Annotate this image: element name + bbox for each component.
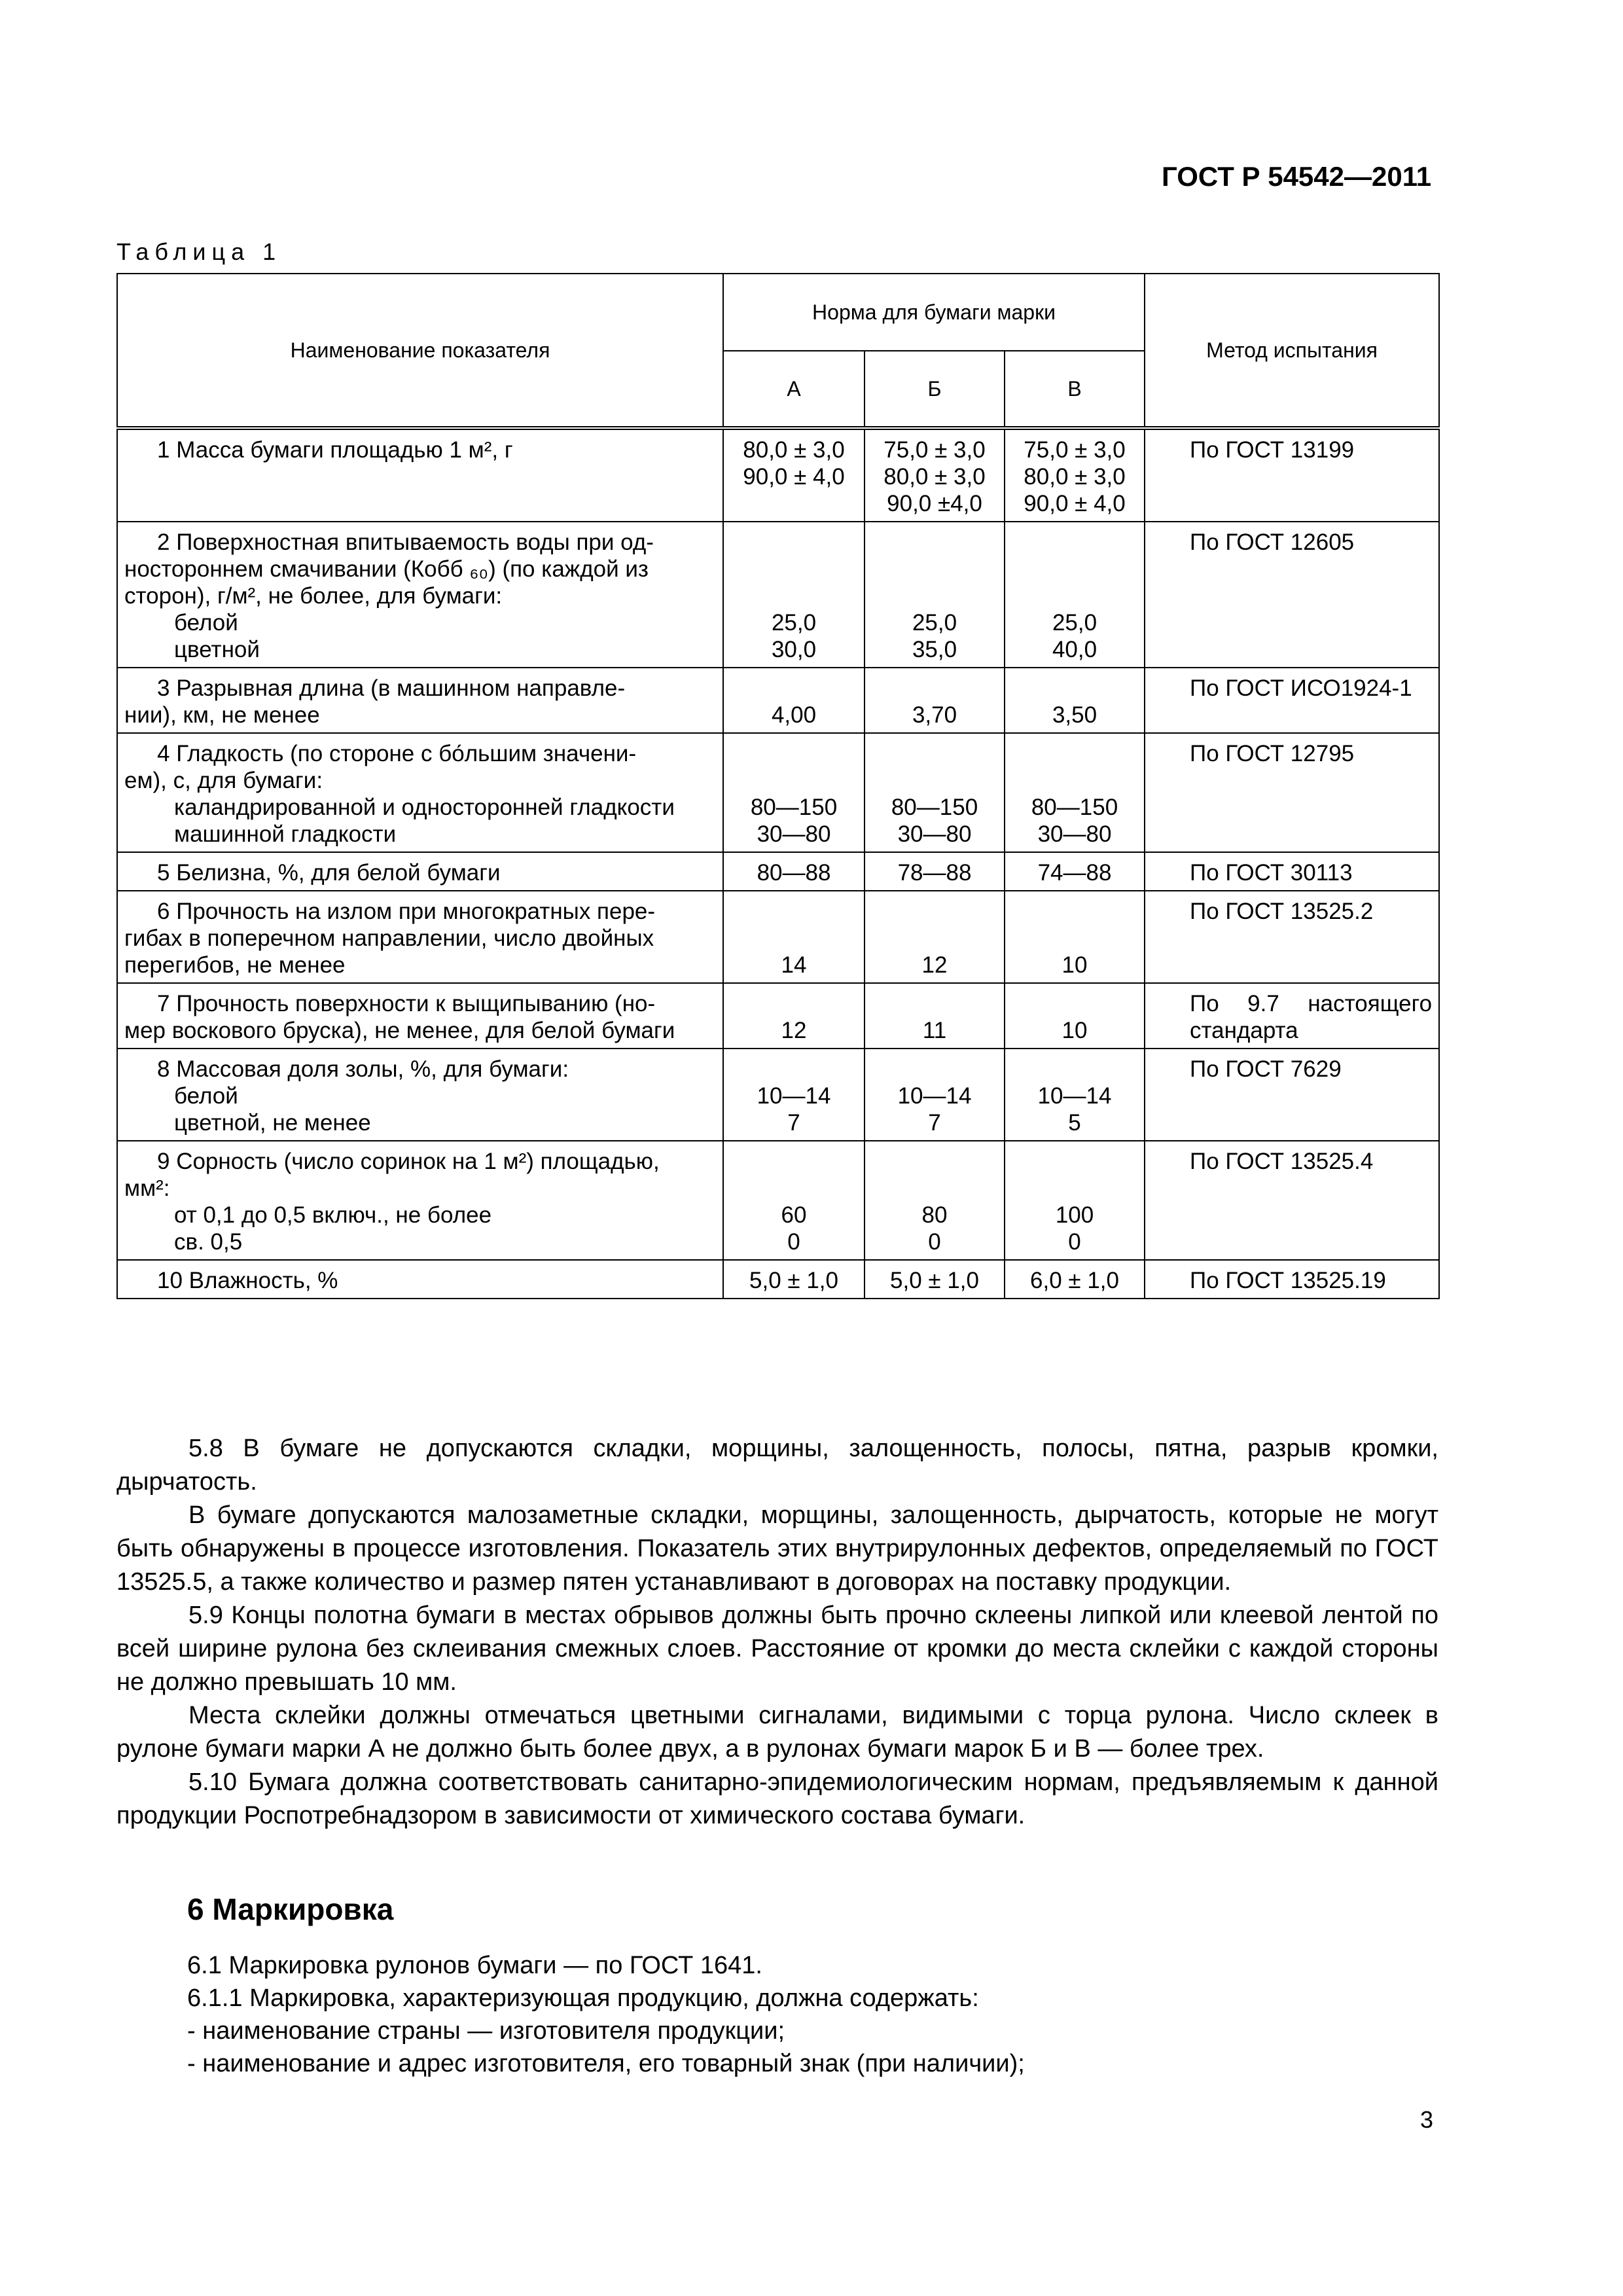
indicator-cell (117, 733, 723, 852)
indicator-cell (117, 983, 723, 1049)
spacer (730, 583, 857, 609)
value-cell-a (723, 1049, 865, 1141)
indicator-line: 2 Поверхностная впитываемость воды при од- (157, 529, 654, 555)
body-text (116, 1432, 1438, 1833)
value-cell-v (1005, 1260, 1145, 1299)
indicator-cell (117, 428, 723, 522)
value: 10—14 (1037, 1083, 1112, 1109)
spacer (730, 1148, 857, 1175)
header-grade-v: В (1005, 351, 1145, 428)
section-body (187, 1949, 1431, 2080)
value: 10—14 (757, 1083, 831, 1109)
spacer (730, 898, 857, 925)
value: 30—80 (897, 821, 972, 847)
value-cell-b (865, 852, 1005, 891)
indicator-line: 1 Масса бумаги площадью 1 м², г (157, 437, 513, 463)
value: 7 (787, 1110, 800, 1136)
value: 12 (781, 1018, 807, 1043)
value-cell-b (865, 668, 1005, 733)
indicator-subline: белой (174, 1083, 238, 1109)
table-body (117, 428, 1439, 1299)
indicator-line: 9 Сорность (число соринок на 1 м²) площадью, (157, 1149, 660, 1174)
value-cell-a (723, 522, 865, 668)
value: 60 (781, 1202, 807, 1228)
spacer (872, 1175, 997, 1202)
header-grade-a: А (723, 351, 865, 428)
value-cell-b (865, 428, 1005, 522)
value-cell-b (865, 983, 1005, 1049)
spacer (1012, 583, 1137, 609)
indicator-cell (117, 522, 723, 668)
spacer (1012, 1148, 1137, 1175)
indicator-line: 6 Прочность на излом при многократных пере- (157, 899, 656, 924)
value: 11 (922, 1018, 947, 1043)
method-cell: По ГОСТ 30113 (1145, 852, 1439, 891)
value-cell-v (1005, 852, 1145, 891)
value-cell-v (1005, 1049, 1145, 1141)
indicator-subline: цветной, не менее (174, 1110, 371, 1136)
spacer (1012, 556, 1137, 583)
value: 6,0 ± 1,0 (1030, 1268, 1119, 1293)
value: 4,00 (771, 702, 817, 728)
value-cell-a (723, 983, 865, 1049)
value: 75,0 ± 3,0 (883, 437, 986, 463)
method-cell: По ГОСТ 12795 (1145, 733, 1439, 852)
indicator-line: 10 Влажность, % (157, 1268, 338, 1293)
value: 5 (1068, 1110, 1081, 1136)
spec-table (116, 273, 1440, 1299)
spacer (872, 583, 997, 609)
paragraph: 5.8 В бумаге не допускаются складки, морщины, залощенность, полосы, пятна, разрыв кромки, дырчатость. (116, 1435, 1438, 1496)
value: 5,0 ± 1,0 (749, 1268, 838, 1293)
value: 100 (1055, 1202, 1094, 1228)
spacer (730, 529, 857, 556)
indicator-cell (117, 1141, 723, 1260)
indicator-line: 4 Гладкость (по стороне с бо́льшим значени- (157, 741, 637, 766)
table-row (117, 1141, 1439, 1260)
indicator-line: мер воскового бруска), не менее, для белой бумаги (124, 1018, 675, 1043)
value: 25,0 (912, 610, 957, 636)
indicator-line: 3 Разрывная длина (в машинном направле- (157, 675, 626, 701)
spacer (872, 990, 997, 1017)
table-row (117, 1260, 1439, 1299)
method-cell: По ГОСТ 13525.2 (1145, 891, 1439, 983)
indicator-subline: каландрированной и односторонней гладкости (174, 795, 675, 820)
value-cell-v (1005, 522, 1145, 668)
table-row (117, 891, 1439, 983)
section-line: 6.1.1 Маркировка, характеризующая продукцию, должна содержать: (187, 1984, 979, 2012)
method-cell: По ГОСТ 12605 (1145, 522, 1439, 668)
spacer (730, 990, 857, 1017)
value-cell-b (865, 733, 1005, 852)
paragraph: В бумаге допускаются малозаметные складки, морщины, залощенность, дырчатость, которые не могут быть обнаружены в процессе изготовления. Показатель этих внутрирулонных дефектов, определяемый по ГОСТ 13525.5, а также количество и размер пятен устанавливают в договорах на поставку продукции. (116, 1501, 1438, 1596)
indicator-cell (117, 1260, 723, 1299)
header-method: Метод испытания (1145, 274, 1439, 428)
indicator-cell (117, 891, 723, 983)
spacer (730, 925, 857, 952)
indicator-line: 5 Белизна, %, для белой бумаги (157, 860, 501, 886)
spacer (730, 556, 857, 583)
value: 35,0 (912, 637, 957, 662)
value: 30,0 (771, 637, 817, 662)
table-row (117, 983, 1439, 1049)
spacer (872, 529, 997, 556)
spacer (872, 898, 997, 925)
value: 80—150 (891, 795, 978, 820)
table-row (117, 733, 1439, 852)
indicator-line: ем), с, для бумаги: (124, 768, 323, 793)
spacer (1012, 740, 1137, 767)
spacer (872, 556, 997, 583)
value: 80—150 (1031, 795, 1118, 820)
value: 80 (921, 1202, 948, 1228)
indicator-cell (117, 1049, 723, 1141)
spacer (730, 1056, 857, 1083)
value-cell-v (1005, 983, 1145, 1049)
table-row (117, 668, 1439, 733)
spacer (730, 1175, 857, 1202)
page-number: 3 (1420, 2106, 1434, 2133)
value: 75,0 ± 3,0 (1024, 437, 1126, 463)
method-cell: По ГОСТ ИСО1924-1 (1145, 668, 1439, 733)
value-cell-b (865, 891, 1005, 983)
spacer (1012, 767, 1137, 794)
spacer (1012, 990, 1137, 1017)
value: 3,50 (1052, 702, 1097, 728)
spacer (872, 675, 997, 702)
spacer (1012, 925, 1137, 952)
method-cell: По ГОСТ 7629 (1145, 1049, 1439, 1141)
document-number: ГОСТ Р 54542—2011 (1162, 161, 1432, 192)
spacer (1012, 1175, 1137, 1202)
value-cell-a (723, 668, 865, 733)
value-cell-a (723, 1141, 865, 1260)
spacer (730, 740, 857, 767)
header-norm: Норма для бумаги марки (723, 274, 1145, 351)
section-line: 6.1 Маркировка рулонов бумаги — по ГОСТ 1641. (187, 1952, 762, 1979)
value: 90,0 ± 4,0 (1024, 491, 1126, 516)
indicator-line: ностороннем смачивании (Кобб ₆₀) (по каждой из (124, 556, 649, 582)
indicator-subline: от 0,1 до 0,5 включ., не более (174, 1202, 492, 1228)
paragraph: Места склейки должны отмечаться цветными сигналами, видимыми с торца рулона. Число склеек в рулоне бумаги марки А не должно быть более двух, а в рулонах бумаги марок Б и В — более трех. (116, 1702, 1438, 1763)
value-cell-v (1005, 891, 1145, 983)
indicator-line: 8 Массовая доля золы, %, для бумаги: (157, 1056, 569, 1082)
indicator-subline: цветной (174, 637, 260, 662)
indicator-line: нии), км, не менее (124, 702, 320, 728)
method-cell: По 9.7 настоящего стандарта (1145, 983, 1439, 1049)
value: 80,0 ± 3,0 (1024, 464, 1126, 490)
value-cell-a (723, 428, 865, 522)
value: 3,70 (912, 702, 957, 728)
section-title: 6 Маркировка (187, 1892, 394, 1926)
table-row (117, 522, 1439, 668)
table-row (117, 1049, 1439, 1141)
value: 80—150 (750, 795, 838, 820)
indicator-subline: св. 0,5 (174, 1229, 243, 1255)
table-row (117, 852, 1439, 891)
value: 10 (1061, 952, 1088, 978)
spacer (730, 675, 857, 702)
value: 7 (928, 1110, 941, 1136)
value: 40,0 (1052, 637, 1097, 662)
value-cell-v (1005, 733, 1145, 852)
table-caption: Таблица 1 (116, 238, 282, 265)
section-line: - наименование страны — изготовителя продукции; (187, 2017, 785, 2045)
indicator-cell (117, 852, 723, 891)
value: 25,0 (771, 610, 817, 636)
value-cell-b (865, 1260, 1005, 1299)
value: 80—88 (757, 860, 831, 886)
indicator-line: 7 Прочность поверхности к выщипыванию (но- (157, 991, 656, 1016)
spacer (872, 1148, 997, 1175)
value: 80,0 ± 3,0 (743, 437, 845, 463)
value: 30—80 (1037, 821, 1112, 847)
indicator-subline: машинной гладкости (174, 821, 397, 847)
value: 10—14 (897, 1083, 972, 1109)
spacer (872, 925, 997, 952)
value-cell-v (1005, 668, 1145, 733)
indicator-line: перегибов, не менее (124, 952, 346, 978)
value-cell-v (1005, 428, 1145, 522)
spacer (730, 767, 857, 794)
header-indicator: Наименование показателя (117, 274, 723, 428)
value: 74—88 (1037, 860, 1112, 886)
value-cell-b (865, 1049, 1005, 1141)
value: 0 (928, 1229, 941, 1255)
value: 5,0 ± 1,0 (890, 1268, 979, 1293)
value: 10 (1061, 1018, 1088, 1043)
value-cell-a (723, 891, 865, 983)
paragraph: 5.10 Бумага должна соответствовать санитарно-эпидемиологическим нормам, предъявляемым к данной продукции Роспотребнадзором в зависимости от химического состава бумаги. (116, 1768, 1438, 1829)
value-cell-b (865, 1141, 1005, 1260)
spacer (872, 740, 997, 767)
spacer (1012, 675, 1137, 702)
value-cell-a (723, 852, 865, 891)
indicator-subline: белой (174, 610, 238, 636)
value-cell-b (865, 522, 1005, 668)
value: 80,0 ± 3,0 (883, 464, 986, 490)
value-cell-a (723, 1260, 865, 1299)
value: 90,0 ±4,0 (887, 491, 982, 516)
value: 0 (787, 1229, 800, 1255)
indicator-line: сторон), г/м², не более, для бумаги: (124, 583, 503, 609)
value: 0 (1068, 1229, 1081, 1255)
method-cell: По ГОСТ 13525.19 (1145, 1260, 1439, 1299)
method-cell: По ГОСТ 13525.4 (1145, 1141, 1439, 1260)
value: 30—80 (757, 821, 831, 847)
indicator-cell (117, 668, 723, 733)
spacer (872, 1056, 997, 1083)
spacer (1012, 898, 1137, 925)
value: 25,0 (1052, 610, 1097, 636)
table-row (117, 428, 1439, 522)
spacer (1012, 1056, 1137, 1083)
value: 78—88 (897, 860, 972, 886)
section-line: - наименование и адрес изготовителя, его товарный знак (при наличии); (187, 2050, 1025, 2077)
spacer (872, 767, 997, 794)
method-cell: По ГОСТ 13199 (1145, 428, 1439, 522)
value: 90,0 ± 4,0 (743, 464, 845, 490)
value: 12 (921, 952, 948, 978)
value-cell-v (1005, 1141, 1145, 1260)
header-grade-b: Б (865, 351, 1005, 428)
indicator-line: мм²: (124, 1175, 170, 1201)
indicator-line: гибах в поперечном направлении, число двойных (124, 925, 654, 951)
spacer (1012, 529, 1137, 556)
value: 14 (781, 952, 807, 978)
value-cell-a (723, 733, 865, 852)
paragraph: 5.9 Концы полотна бумаги в местах обрывов должны быть прочно склеены липкой или клеевой лентой по всей ширине рулона без склеивания смежных слоев. Расстояние от кромки до места склейки с каждой стороны не должно превышать 10 мм. (116, 1602, 1438, 1696)
